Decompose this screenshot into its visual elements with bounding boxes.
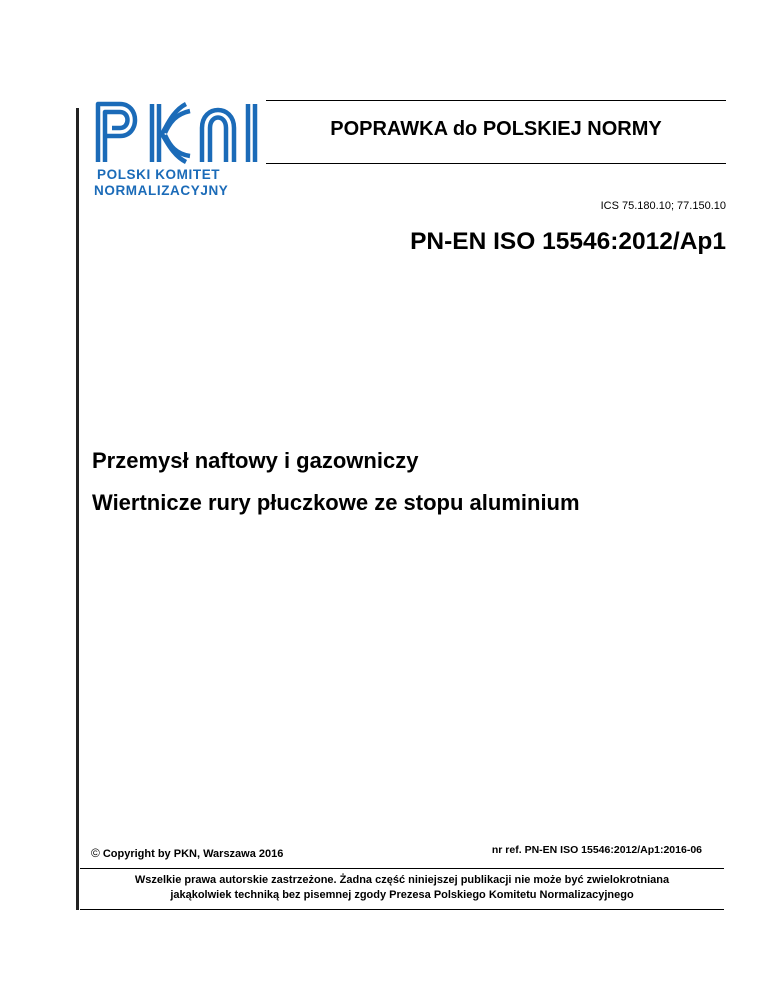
left-margin-rule <box>76 108 79 910</box>
ics-codes: ICS 75.180.10; 77.150.10 <box>600 200 726 212</box>
standard-number: PN-EN ISO 15546:2012/Ap1 <box>410 228 726 255</box>
pkn-logo-mark <box>94 100 266 164</box>
pkn-logo <box>94 100 266 200</box>
title-line-1: Przemysł naftowy i gazowniczy <box>92 448 419 473</box>
copyright-symbol: © <box>91 846 100 860</box>
logo-text-line2: NORMALIZACYJNY <box>94 183 229 198</box>
logo-text-line1: POLSKI KOMITET <box>97 167 221 182</box>
document-type: POPRAWKA do POLSKIEJ NORMY <box>330 118 662 140</box>
header-rule-top <box>266 100 726 101</box>
copyright-text: Copyright by PKN, Warszawa 2016 <box>102 848 284 860</box>
reference-number: nr ref. PN-EN ISO 15546:2012/Ap1:2016-06 <box>491 844 702 856</box>
copyright-notice <box>91 846 283 860</box>
rights-notice-line-2: jakąkolwiek techniką bez pisemnej zgody Prezesa Polskiego Komitetu Normalizacyjnego <box>170 889 634 901</box>
title-line-2: Wiertnicze rury płuczkowe ze stopu aluminium <box>92 490 580 515</box>
footer-rule-top <box>80 868 724 869</box>
footer-rule-bottom <box>80 909 724 910</box>
header-rule-bottom <box>266 163 726 164</box>
rights-notice-line-1: Wszelkie prawa autorskie zastrzeżone. Żadna część niniejszej publikacji nie może być zwielokrotniana <box>134 874 670 886</box>
